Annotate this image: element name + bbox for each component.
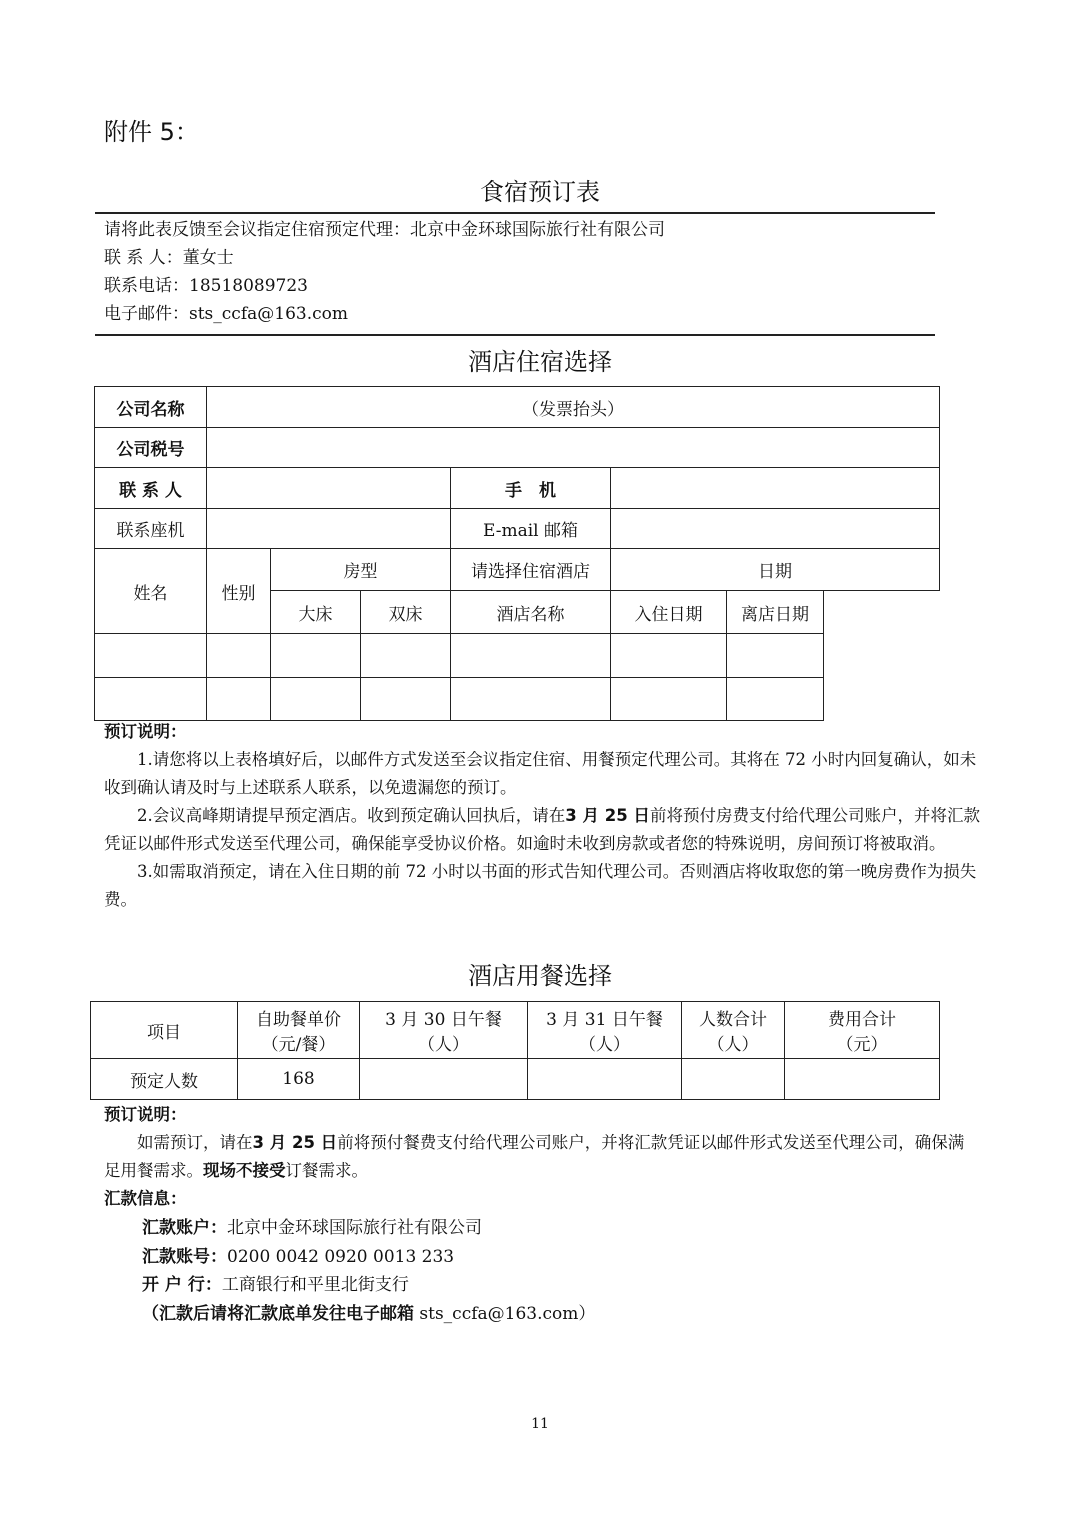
- meal-note: 如需预订，请在3 月 25 日前将预付餐费支付给代理公司账户，并将汇款凭证以邮件形式发送至代理公司，确保满足用餐需求。现场不接受订餐需求。: [104, 1133, 965, 1180]
- total-cost-cell[interactable]: [785, 1059, 940, 1100]
- contact-person-line: 联 系 人：董女士: [104, 248, 234, 268]
- main-title: 食宿预订表: [480, 178, 600, 206]
- contact-label: 联 系 人: [95, 468, 207, 509]
- agent-info: [104, 216, 665, 328]
- meal-table: [90, 1001, 940, 1100]
- booking-note-1: 1.请您将以上表格填好后，以邮件方式发送至会议指定住宿、用餐预定代理公司。其将在 72 小时内回复确认，如未收到确认请及时与上述联系人联系，以免遗漏您的预订。: [104, 750, 977, 797]
- agent-line: 请将此表反馈至会议指定住宿预定代理：北京中金环球国际旅行社有限公司: [104, 220, 665, 240]
- reserve-count-label: 预定人数: [91, 1059, 238, 1100]
- date-subheaders: [611, 591, 824, 634]
- mobile-label: 手 机: [451, 468, 611, 509]
- guest-checkin-cell[interactable]: [611, 634, 727, 677]
- company-name-label: 公司名称: [95, 387, 207, 428]
- twin-bed-header: 双床: [361, 591, 451, 634]
- guest-twin-bed-cell[interactable]: [361, 678, 451, 721]
- item-header: 项目: [91, 1002, 238, 1059]
- price-header: 自助餐单价 （元/餐）: [238, 1002, 360, 1059]
- tax-id-label: 公司税号: [95, 428, 207, 468]
- guest-gender-cell[interactable]: [207, 678, 271, 721]
- tax-id-field[interactable]: [207, 428, 940, 468]
- total-people-cell[interactable]: [682, 1059, 785, 1100]
- remit-heading: 汇款信息：: [104, 1189, 187, 1208]
- top-rule: [95, 212, 935, 214]
- remit-number-line: 汇款账号：0200 0042 0920 0013 233: [142, 1246, 455, 1267]
- price-value: 168: [238, 1059, 360, 1100]
- remit-account-line: 汇款账户：北京中金环球国际旅行社有限公司: [142, 1218, 482, 1238]
- phone-line: 联系电话：18518089723: [104, 276, 308, 296]
- guest-big-bed-cell[interactable]: [271, 634, 361, 678]
- hotel-table: [94, 386, 940, 721]
- meal-section-title: 酒店用餐选择: [468, 962, 612, 990]
- email-field[interactable]: [611, 509, 940, 549]
- checkin-header: 入住日期: [611, 591, 727, 633]
- deadline-date: 3 月 25 日: [565, 806, 650, 825]
- lunch-30-count-cell[interactable]: [360, 1059, 528, 1100]
- checkout-header: 离店日期: [741, 604, 809, 625]
- booking-note-3: 3.如需取消预定，请在入住日期的前 72 小时以书面的形式告知代理公司。否则酒店将收取您的第一晚房费作为损失费。: [104, 862, 977, 909]
- guest-name-cell[interactable]: [95, 634, 207, 678]
- booking-note-2: 2.会议高峰期请提早预定酒店。收到预定确认回执后，请在3 月 25 日前将预付房费支付给代理公司账户，并将汇款凭证以邮件形式发送至代理公司，确保能享受协议价格。如逾时未收到房款或者您的特殊说明，房间预订将被取消。: [104, 806, 980, 853]
- guest-checkin-cell[interactable]: [611, 678, 727, 720]
- landline-field[interactable]: [207, 509, 451, 549]
- mobile-field[interactable]: [611, 468, 940, 509]
- remit-note-line: （汇款后请将汇款底单发往电子邮箱 sts_ccfa@163.com）: [142, 1303, 596, 1324]
- attachment-label: 附件 5：: [104, 118, 199, 146]
- guest-big-bed-cell[interactable]: [271, 678, 361, 721]
- email-label: E-mail 邮箱: [451, 509, 611, 549]
- guest-checkout-cell[interactable]: [727, 678, 823, 720]
- date-header: 日期: [611, 549, 940, 591]
- remit-info: [142, 1214, 595, 1328]
- guest-row: [95, 634, 940, 678]
- name-header: 姓名: [95, 549, 207, 634]
- big-bed-header: 大床: [271, 591, 361, 634]
- lunch-31-count-cell[interactable]: [528, 1059, 682, 1100]
- guest-row: [95, 678, 940, 721]
- hotel-name-header: 酒店名称: [451, 591, 611, 634]
- meal-notes: [104, 1101, 980, 1213]
- bottom-rule: [95, 334, 935, 336]
- guest-hotel-cell[interactable]: [451, 634, 611, 678]
- meal-notes-heading: 预订说明：: [104, 1105, 187, 1124]
- guest-dates-cell: [611, 634, 824, 678]
- choose-hotel-header: 请选择住宿酒店: [451, 549, 611, 591]
- guest-twin-bed-cell[interactable]: [361, 634, 451, 678]
- room-type-header: 房型: [271, 549, 451, 591]
- guest-name-cell[interactable]: [95, 678, 207, 721]
- contact-field[interactable]: [207, 468, 451, 509]
- hotel-section-title: 酒店住宿选择: [468, 348, 612, 376]
- page-number: 11: [531, 1416, 549, 1432]
- remit-bank-line: 开 户 行：工商银行和平里北街支行: [142, 1275, 409, 1295]
- guest-hotel-cell[interactable]: [451, 678, 611, 721]
- guest-dates-cell: [611, 678, 824, 721]
- guest-checkout-cell[interactable]: [727, 634, 823, 677]
- gender-header: 性别: [207, 549, 271, 634]
- email-line: 电子邮件：sts_ccfa@163.com: [104, 304, 348, 324]
- total-people-header: 人数合计 （人）: [682, 1002, 785, 1059]
- guest-gender-cell[interactable]: [207, 634, 271, 678]
- company-name-field[interactable]: （发票抬头）: [207, 387, 940, 428]
- booking-notes-heading: 预订说明：: [104, 722, 187, 741]
- total-cost-header: 费用合计 （元）: [785, 1002, 940, 1059]
- lunch-31-header: 3 月 31 日午餐 （人）: [528, 1002, 682, 1059]
- booking-notes: [104, 718, 980, 914]
- landline-label: 联系座机: [95, 509, 207, 549]
- lunch-30-header: 3 月 30 日午餐 （人）: [360, 1002, 528, 1059]
